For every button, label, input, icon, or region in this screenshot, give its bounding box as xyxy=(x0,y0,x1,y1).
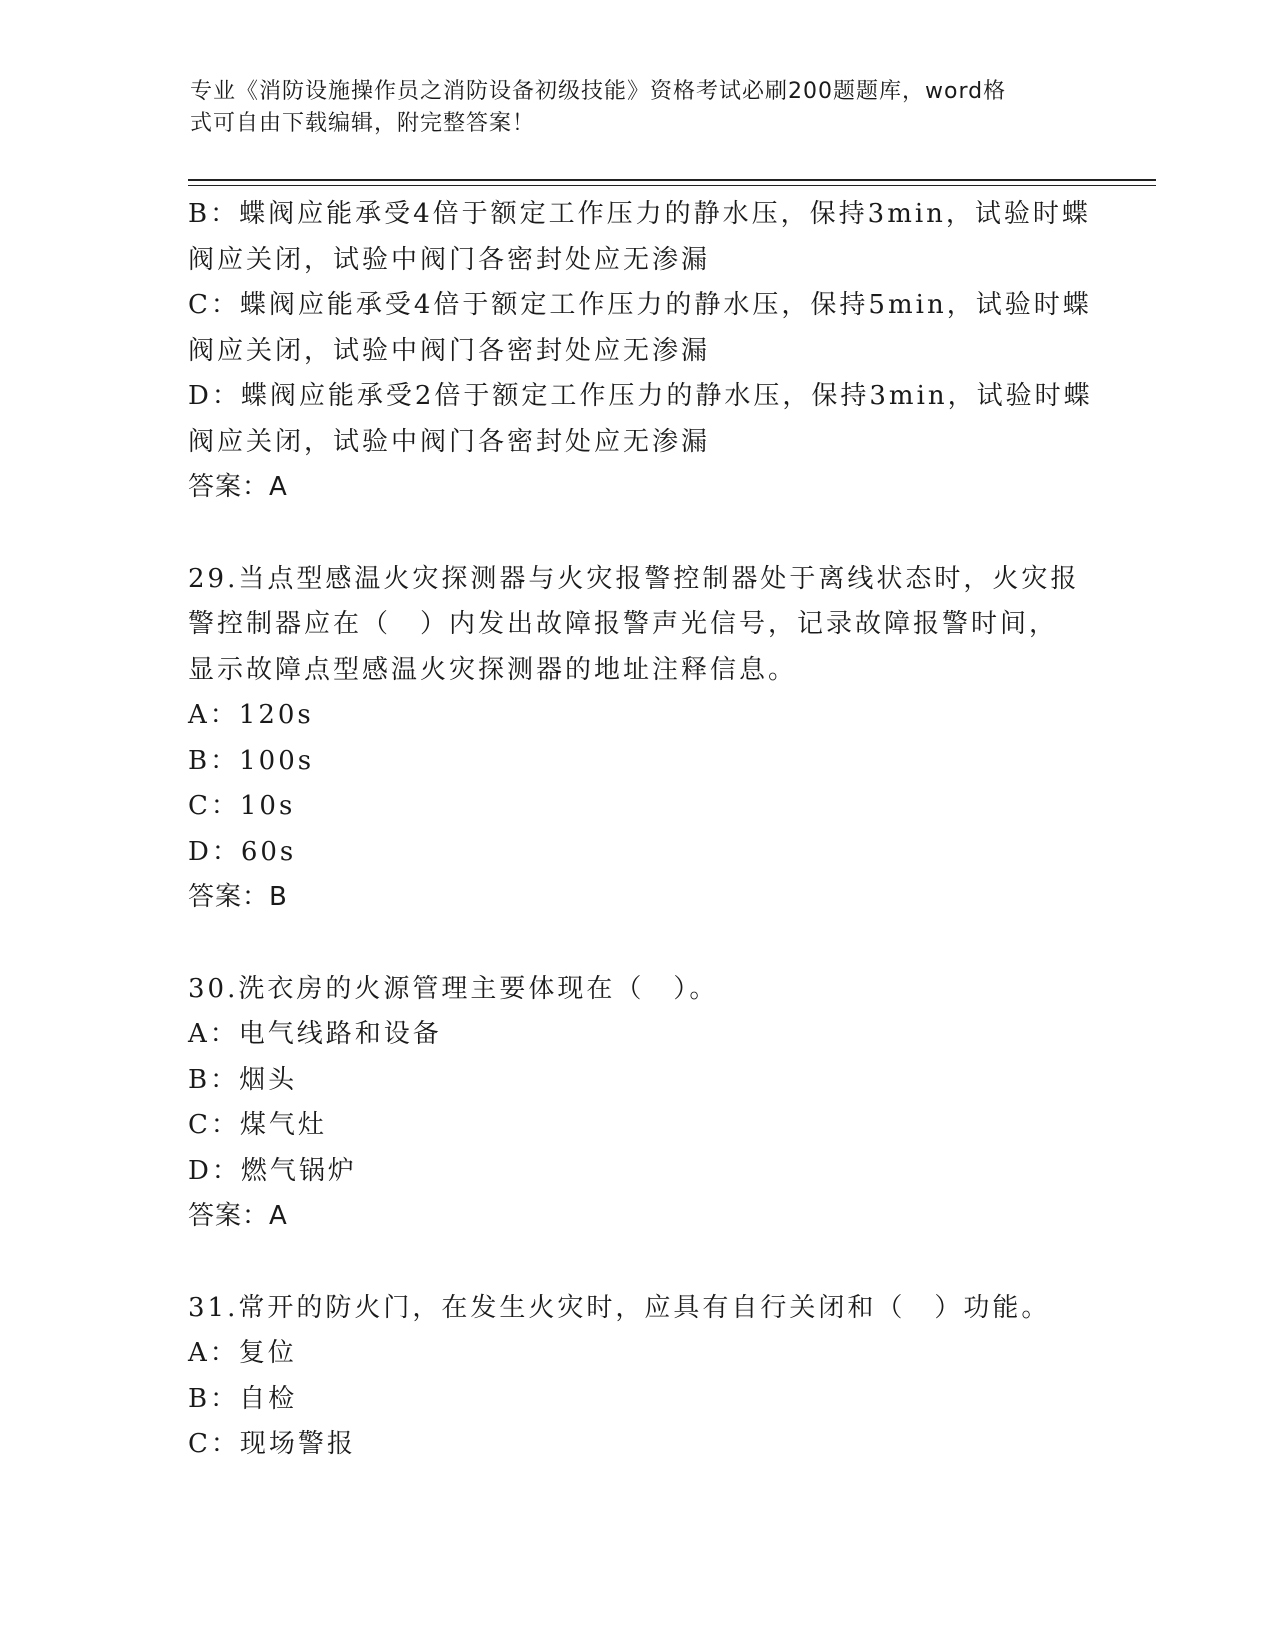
header-divider-thin xyxy=(188,185,1156,186)
option-c: C：现场警报 xyxy=(188,1429,356,1459)
option-b-line-2: 阀应关闭，试验中阀门各密封处应无渗漏 xyxy=(188,244,711,275)
option-b-line-1: B：蝶阀应能承受4倍于额定工作压力的静水压，保持3min，试验时蝶 xyxy=(188,199,1091,229)
prev-question-block xyxy=(188,192,1093,511)
header-line-1: 专业《消防设施操作员之消防设备初级技能》资格考试必刷200题题库，word格 xyxy=(190,79,1007,104)
question-stem-line: 31.常开的防火门，在发生火灾时，应具有自行关闭和（ ）功能。 xyxy=(188,1292,1051,1323)
option-c: C：煤气灶 xyxy=(188,1110,327,1140)
header-divider xyxy=(188,179,1156,181)
answer-line: 答案：A xyxy=(188,472,288,502)
question-30 xyxy=(188,967,1088,1240)
question-31 xyxy=(188,1286,1088,1468)
question-stem-line: 30.洗衣房的火源管理主要体现在（ ）。 xyxy=(188,973,719,1004)
question-stem-line: 警控制器应在（ ）内发出故障报警声光信号，记录故障报警时间， xyxy=(188,609,1059,639)
question-stem-line: 29.当点型感温火灾探测器与火灾报警控制器处于离线状态时，火灾报 xyxy=(188,563,1080,594)
option-d-line-2: 阀应关闭，试验中阀门各密封处应无渗漏 xyxy=(188,426,711,457)
option-b: B：100s xyxy=(188,745,315,776)
answer-line: 答案：B xyxy=(188,882,288,912)
question-29 xyxy=(188,557,1088,921)
option-a: A：复位 xyxy=(188,1338,297,1368)
option-d: D：燃气锅炉 xyxy=(188,1155,357,1186)
option-a: A：120s xyxy=(188,700,314,730)
header-line-2: 式可自由下载编辑，附完整答案！ xyxy=(190,111,536,136)
option-a: A：电气线路和设备 xyxy=(188,1019,442,1049)
page-header xyxy=(190,76,1070,140)
option-b: B：自检 xyxy=(188,1383,298,1414)
option-c-line-1: C：蝶阀应能承受4倍于额定工作压力的静水压，保持5min，试验时蝶 xyxy=(188,290,1092,320)
question-content xyxy=(188,192,1093,1468)
option-c-line-2: 阀应关闭，试验中阀门各密封处应无渗漏 xyxy=(188,335,711,366)
answer-line: 答案：A xyxy=(188,1201,288,1231)
option-b: B：烟头 xyxy=(188,1064,298,1095)
question-stem-line: 显示故障点型感温火灾探测器的地址注释信息。 xyxy=(188,654,798,685)
option-d-line-1: D：蝶阀应能承受2倍于额定工作压力的静水压，保持3min，试验时蝶 xyxy=(188,381,1093,411)
option-c: C：10s xyxy=(188,791,296,821)
option-d: D：60s xyxy=(188,836,297,867)
